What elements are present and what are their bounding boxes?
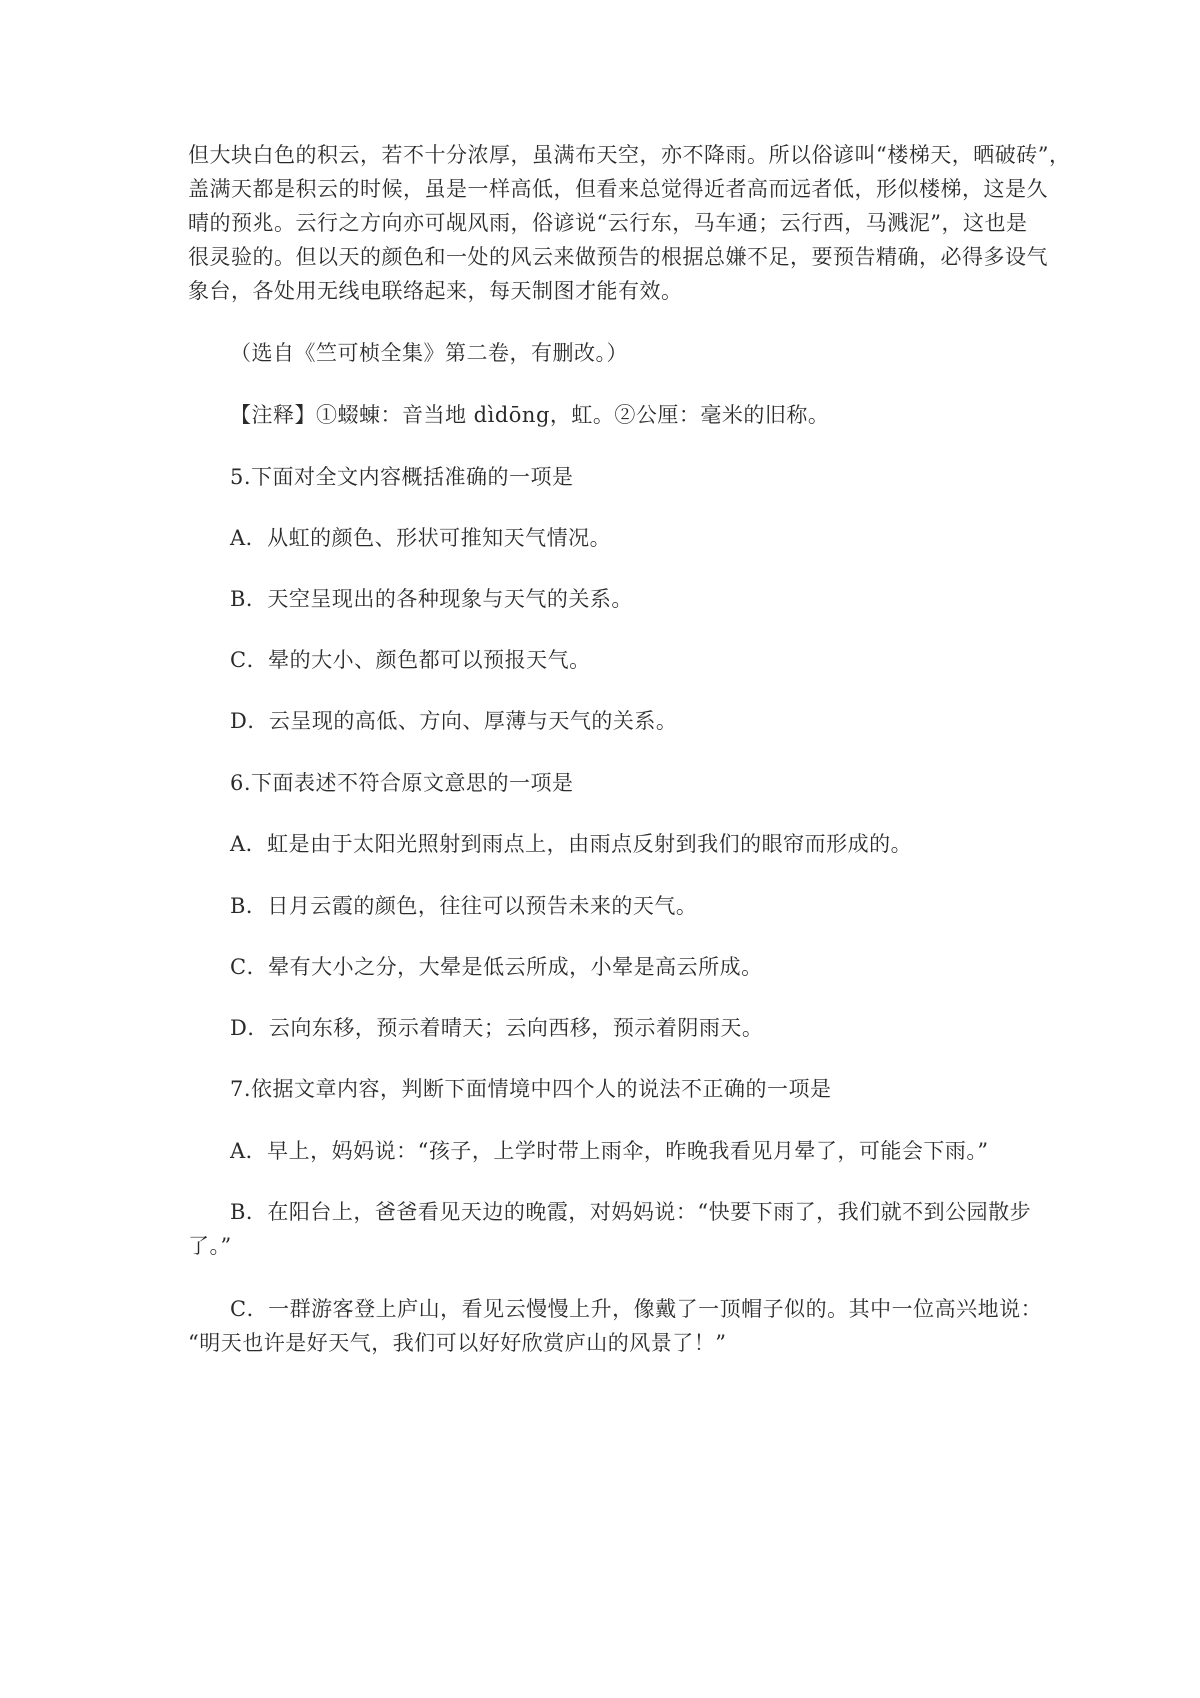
question-5-option-d: D．云呈现的高低、方向、厚薄与天气的关系。 [230,709,678,733]
question-6-option-a: A．虹是由于太阳光照射到雨点上，由雨点反射到我们的眼帘而形成的。 [230,832,913,856]
passage-line: 象台，各处用无线电联络起来，每天制图才能有效。 [188,279,683,303]
option-line: “明天也许是好天气，我们可以好好欣赏庐山的风景了！” [188,1331,727,1355]
source-citation: （选自《竺可桢全集》第二卷，有删改。） [230,341,628,365]
question-6-option-b: B．日月云霞的颜色，往往可以预告未来的天气。 [230,894,698,918]
option-line: B．在阳台上，爸爸看见天边的晚霞，对妈妈说：“快要下雨了，我们就不到公园散步 [230,1200,1032,1224]
question-6-option-d: D．云向东移，预示着晴天；云向西移，预示着阴雨天。 [230,1016,764,1040]
option-line: 了。” [188,1234,232,1258]
passage-line: 但大块白色的积云，若不十分浓厚，虽满布天空，亦不降雨。所以俗谚叫“楼梯天，晒破砖”， [188,143,1071,167]
passage-line: 盖满天都是积云的时候，虽是一样高低，但看来总觉得近者高而远者低，形似楼梯，这是久 [188,177,1048,201]
passage-paragraph [188,138,1071,308]
passage-line: 晴的预兆。云行之方向亦可觇风雨，俗谚说“云行东，马车通；云行西，马溅泥”，这也是 [188,211,1028,235]
question-6-option-c: C．晕有大小之分，大晕是低云所成，小晕是高云所成。 [230,955,763,979]
option-line: C．一群游客登上庐山，看见云慢慢上升，像戴了一顶帽子似的。其中一位高兴地说： [230,1297,1043,1321]
question-7-option-b [188,1195,1032,1263]
question-7-option-c [188,1292,1043,1360]
question-5-option-a: A．从虹的颜色、形状可推知天气情况。 [230,526,612,550]
question-6-stem: 6.下面表述不符合原文意思的一项是 [230,771,574,795]
passage-line: 很灵验的。但以天的颜色和一处的风云来做预告的根据总嫌不足，要预告精确，必得多设气 [188,245,1048,269]
question-7-stem: 7.依据文章内容，判断下面情境中四个人的说法不正确的一项是 [230,1077,832,1101]
question-5-option-c: C．晕的大小、颜色都可以预报天气。 [230,648,591,672]
question-5-option-b: B．天空呈现出的各种现象与天气的关系。 [230,587,633,611]
question-7-option-a: A．早上，妈妈说：“孩子，上学时带上雨伞，昨晚我看见月晕了，可能会下雨。” [230,1139,989,1163]
question-5-stem: 5.下面对全文内容概括准确的一项是 [230,465,574,489]
annotation-note: 【注释】①蝃蝀：音当地 dìdōng，虹。②公厘：毫米的旧称。 [230,403,830,427]
